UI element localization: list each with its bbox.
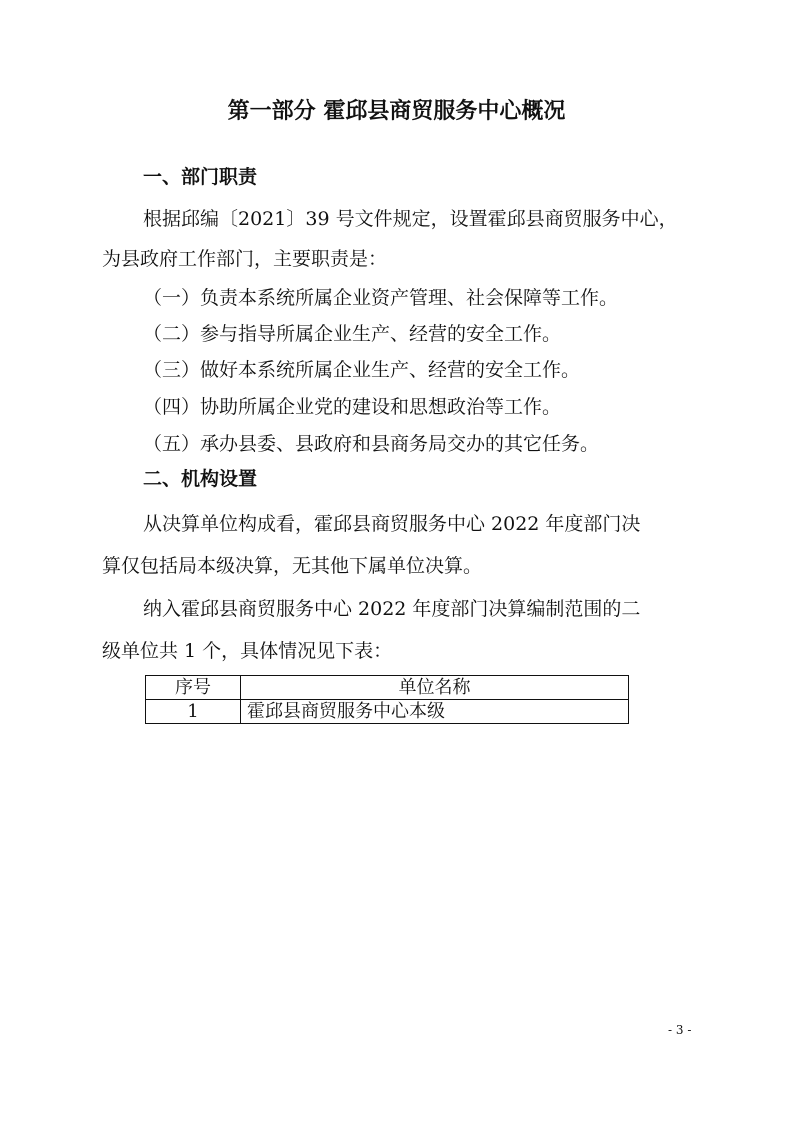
section-heading-duties: 一、部门职责 [143, 166, 258, 188]
cell-unit-name: 霍邱县商贸服务中心本级 [241, 700, 629, 724]
structure-para-1-line-2: 算仅包括局本级决算，无其他下属单位决算。 [102, 555, 483, 577]
cell-number: 1 [146, 700, 241, 724]
page-number: - 3 - [668, 1023, 692, 1037]
column-header-number: 序号 [146, 676, 241, 700]
duties-intro-line-1: 根据邱编〔2021〕39 号文件规定，设置霍邱县商贸服务中心， [143, 208, 678, 230]
page-title: 第一部分 霍邱县商贸服务中心概况 [227, 99, 566, 124]
duty-item: （一）负责本系统所属企业资产管理、社会保障等工作。 [143, 287, 619, 309]
table-header-row [146, 676, 629, 700]
unit-table [145, 675, 629, 724]
duty-item: （五）承办县委、县政府和县商务局交办的其它任务。 [143, 433, 600, 455]
duty-item: （四）协助所属企业党的建设和思想政治等工作。 [143, 396, 562, 418]
structure-para-1-line-1: 从决算单位构成看，霍邱县商贸服务中心 2022 年度部门决 [143, 513, 641, 535]
duty-item: （三）做好本系统所属企业生产、经营的安全工作。 [143, 359, 581, 381]
column-header-unit-name: 单位名称 [241, 676, 629, 700]
structure-para-2-line-2: 级单位共 1 个，具体情况见下表： [102, 640, 393, 662]
structure-para-2-line-1: 纳入霍邱县商贸服务中心 2022 年度部门决算编制范围的二 [143, 598, 641, 620]
table-row [146, 700, 629, 724]
section-heading-structure: 二、机构设置 [143, 468, 258, 490]
duty-item: （二）参与指导所属企业生产、经营的安全工作。 [143, 323, 562, 345]
duties-intro-line-2: 为县政府工作部门，主要职责是： [102, 248, 388, 270]
